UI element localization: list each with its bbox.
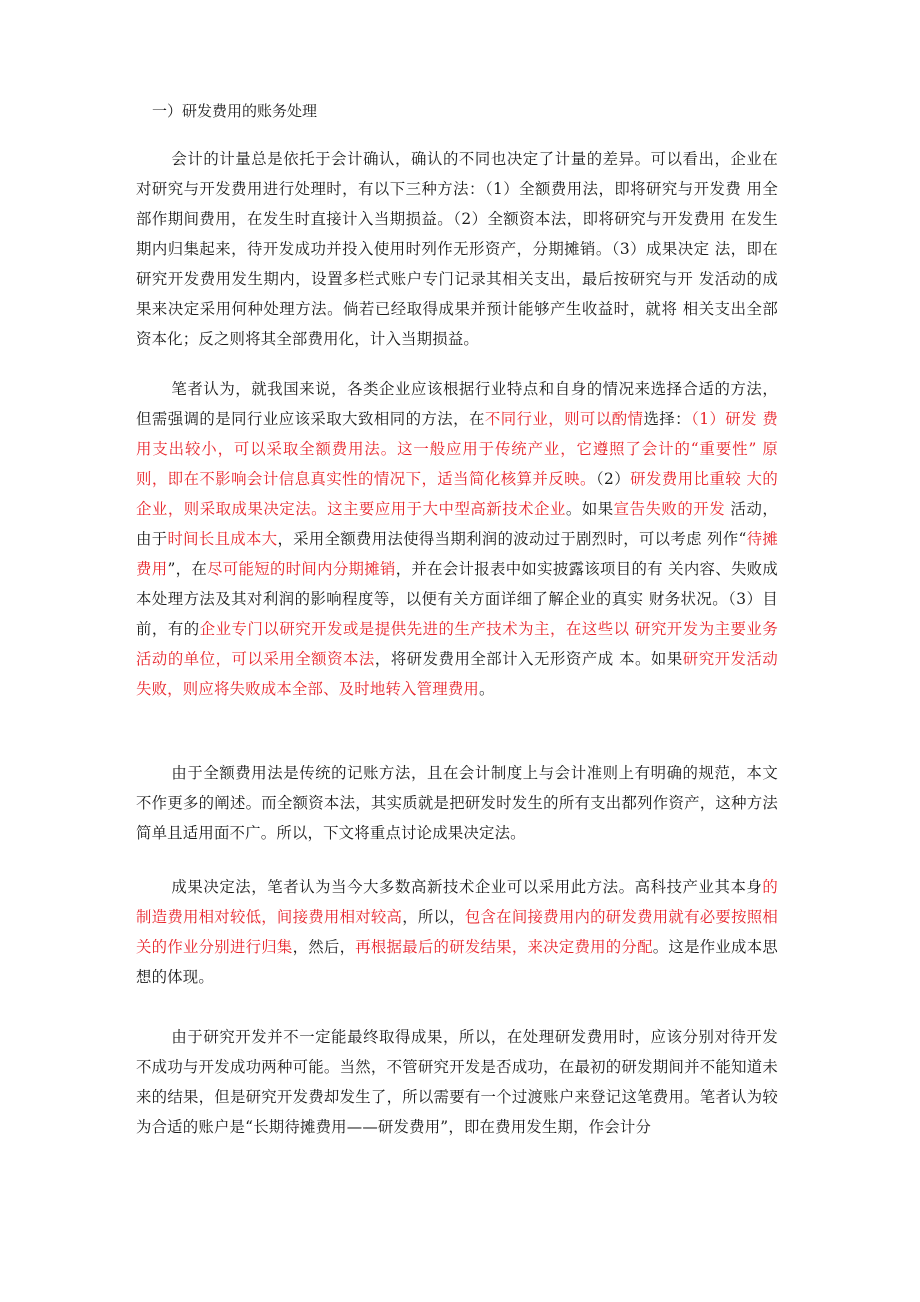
highlighted-text: 研究开发活动失败，则应将失败成本全部、及时地转入管理费用 bbox=[136, 650, 778, 698]
highlighted-text: 包含在间接费用内的研发费用就有必要按照相关的作业分别进行归集 bbox=[136, 908, 778, 956]
body-text: 由于研究开发并不一定能最终取得成果，所以，在处理研发费用时，应该分别对待开发不成功与开发成功两种可能。当然，不管研究开发是否成功，在最初的研发期间并不能知道未来的结果，但是研究开发费却发生了，所以需要有一个过渡账户来登记这笔费用。笔者认为较为合适的账户是“长期待摊费用——研发费用”，即在费用发生期，作会计分 bbox=[136, 1028, 778, 1136]
section-heading: 一）研发费用的账务处理 bbox=[152, 102, 318, 120]
body-text: 会计的计量总是依托于会计确认，确认的不同也决定了计量的差异。可以看出，企业在对研究与开发费用进行处理时，有以下三种方法：（1）全额费用法，即将研究与开发费 用全部作期间费用，在发生时直接计入当期损益。（2）全额资本法，即将研究与开发费用 在发生期内归集起来，待开发成功并投入使用时列作无形资产，分期摊销。（3）成果决定 法，即在研究开发费用发生期内，设置多栏式账户专门记录其相关支出，最后按研究与开 发活动的成果来决定采用何种处理方法。倘若已经取得成果并预计能够产生收益时，就将 相关支出全部资本化；反之则将其全部费用化，计入当期损益。 bbox=[136, 150, 778, 348]
highlighted-text: 时间长且成本大 bbox=[167, 530, 278, 548]
body-text: 。 bbox=[479, 680, 495, 698]
body-text: ”，在 bbox=[167, 560, 208, 578]
body-text: 活动，由于 bbox=[136, 500, 778, 548]
highlighted-text: 再根据最后的研发结果，来决定费用的分配 bbox=[355, 938, 653, 956]
body-text: ，所以， bbox=[402, 908, 465, 926]
highlighted-text: 研发费用比重较 大的企业，则采取成果决定法。这主要应用于大中型高新技术企业 bbox=[136, 470, 778, 518]
paragraph-transition-account bbox=[136, 1022, 778, 1142]
paragraph-author-view bbox=[136, 374, 778, 704]
body-text: ，将研发费用全部计入无形资产成 本。如果 bbox=[374, 650, 683, 668]
highlighted-text: 尽可能短的时间内分期摊销 bbox=[207, 560, 396, 578]
paragraph-outcome-method bbox=[136, 872, 778, 992]
body-text: 成果决定法，笔者认为当今大多数高新技术企业可以采用此方法。高科技产业其本身 bbox=[171, 878, 763, 896]
body-text: 。这是作业成本思想的体现。 bbox=[136, 938, 778, 986]
body-text: ，然后， bbox=[292, 938, 356, 956]
highlighted-text: 宣告失败的开发 bbox=[613, 500, 726, 518]
body-text: 笔者认为，就我国来说，各类企业应该根据行业特点和自身的情况来选择合适的方法，但需强调的是同行业应该采取大致相同的方法，在 bbox=[136, 380, 778, 428]
highlighted-text: 不同行业，则可以酌情 bbox=[484, 410, 644, 428]
highlighted-text: （1）研发 费用支出较小，可以采取全额费用法。这一般应用于传统产业，它遵照了会计的“重要性” 原则，即在不影响会计信息真实性的情况下，适当简化核算并反映。 bbox=[136, 410, 778, 488]
highlighted-text: 企业专门以研究开发或是提供先进的生产技术为主，在这些以 研究开发为主要业务活动的单位，可以采用全额资本法 bbox=[136, 620, 778, 668]
body-text: ，并在会计报表中如实披露该项目的有 关内容、失败成本处理方法及其对利润的影响程度等，以便有关方面详细了解企业的真实 财务状况。（3）目前，有的 bbox=[136, 560, 778, 638]
highlighted-text: 的制造费用相对较低，间接费用相对较高 bbox=[136, 878, 778, 926]
paragraph-methods bbox=[136, 144, 778, 354]
body-text: ，采用全额费用法使得当期利润的波动过于剧烈时，可以考虑 列作“ bbox=[277, 530, 747, 548]
paragraph-full-expense bbox=[136, 758, 778, 848]
body-text: （2） bbox=[595, 470, 631, 488]
body-text: 选择： bbox=[643, 410, 692, 428]
body-text: 由于全额费用法是传统的记账方法，且在会计制度上与会计准则上有明确的规范，本文不作更多的阐述。而全额资本法，其实质就是把研发时发生的所有支出都列作资产，这种方法简单且适用面不广。所以，下文将重点讨论成果决定法。 bbox=[136, 764, 778, 842]
highlighted-text: 待摊费用 bbox=[136, 530, 778, 578]
body-text: 。如果 bbox=[565, 500, 614, 518]
